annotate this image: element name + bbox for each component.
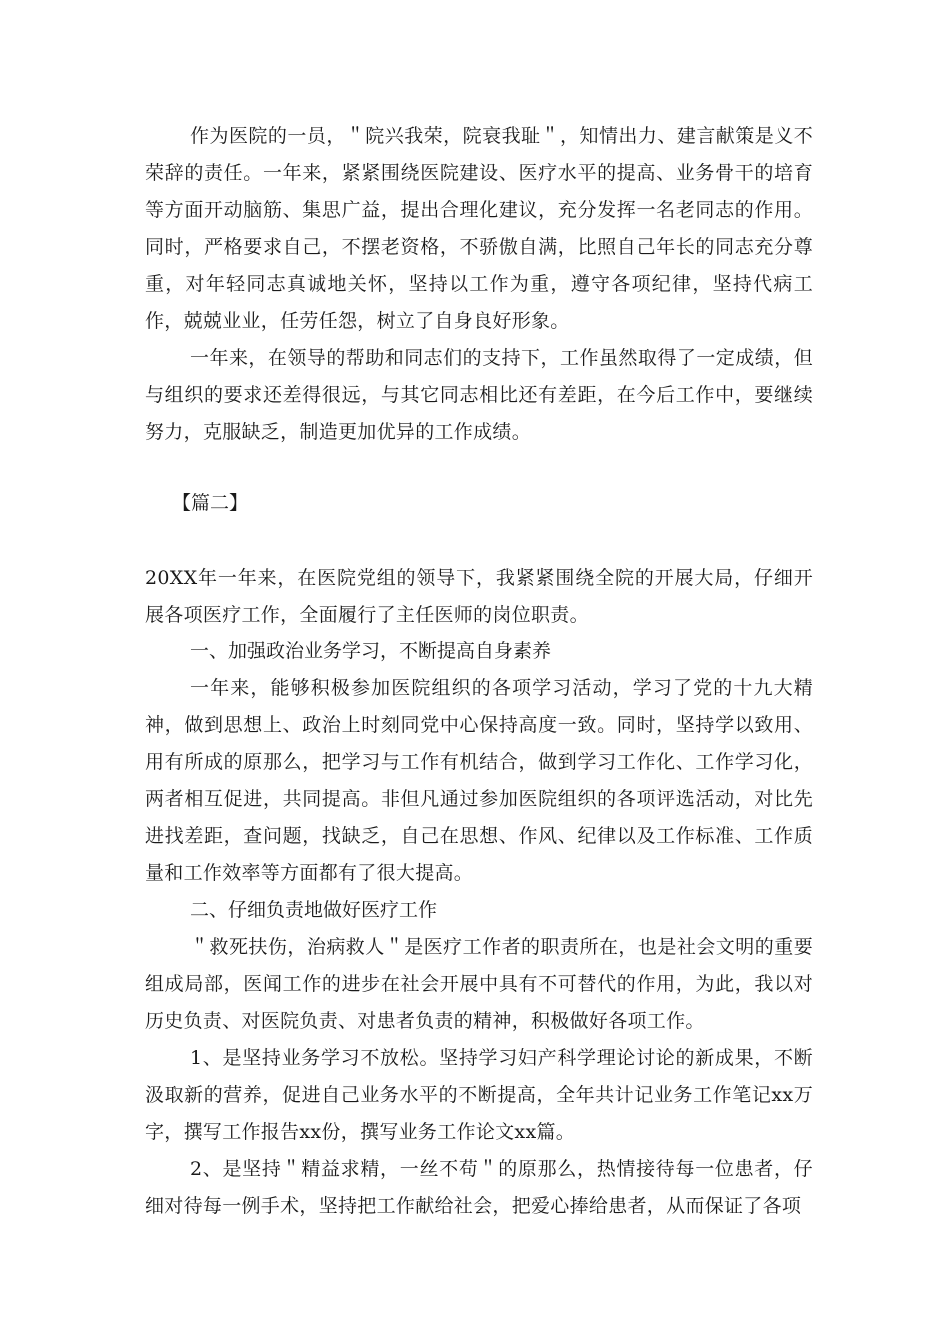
body-paragraph: 一年来，能够积极参加医院组织的各项学习活动，学习了党的十九大精神，做到思想上、政治上时刻同党中心保持高度一致。同时，坚持学以致用、用有所成的原那么，把学习与工作有机结合，做到学习工作化、工作学习化，两者相互促进，共同提高。非但凡通过参加医院组织的各项评选活动，对比先进找差距，查问题，找缺乏，自己在思想、作风、纪律以及工作标准、工作质量和工作效率等方面都有了很大提高。 — [145, 677, 813, 884]
intro-paragraph: 20XX年一年来，在医院党组的领导下，我紧紧围绕全院的开展大局，仔细开展各项医疗工作，全面履行了主任医师的岗位职责。 — [145, 567, 813, 626]
section-heading: 一、加强政治业务学习，不断提高自身素养 — [190, 640, 552, 662]
section-heading: 二、仔细负责地做好医疗工作 — [190, 899, 438, 921]
body-paragraph: 一年来，在领导的帮助和同志们的支持下，工作虽然取得了一定成绩，但与组织的要求还差得很远，与其它同志相比还有差距，在今后工作中，要继续努力，克服缺乏，制造更加优异的工作成绩。 — [145, 347, 813, 443]
body-paragraph: 1、是坚持业务学习不放松。坚持学习妇产科学理论讨论的新成果，不断汲取新的营养，促进自己业务水平的不断提高，全年共计记业务工作笔记xx万字，撰写工作报告xx份，撰写业务工作论文xx篇。 — [145, 1047, 813, 1143]
body-paragraph: ＂救死扶伤，治病救人＂是医疗工作者的职责所在，也是社会文明的重要组成局部，医闻工作的进步在社会开展中具有不可替代的作用，为此，我以对历史负责、对医院负责、对患者负责的精神，积极做好各项工作。 — [145, 936, 813, 1032]
body-paragraph: 作为医院的一员，＂院兴我荣，院衰我耻＂，知情出力、建言献策是义不荣辞的责任。一年来，紧紧围绕医院建设、医疗水平的提高、业务骨干的培育等方面开动脑筋、集思广益，提出合理化建议，充分发挥一名老同志的作用。同时，严格要求自己，不摆老资格，不骄傲自满，比照自己年长的同志充分尊重，对年轻同志真诚地关怀，坚持以工作为重，遵守各项纪律，坚持代病工作，兢兢业业，任劳任怨，树立了自身良好形象。 — [145, 125, 813, 332]
body-paragraph: 2、是坚持＂精益求精，一丝不苟＂的原那么，热情接待每一位患者，仔细对待每一例手术，坚持把工作献给社会，把爱心捧给患者，从而保证了各项 — [145, 1158, 813, 1217]
section-title: 【篇二】 — [172, 492, 249, 514]
